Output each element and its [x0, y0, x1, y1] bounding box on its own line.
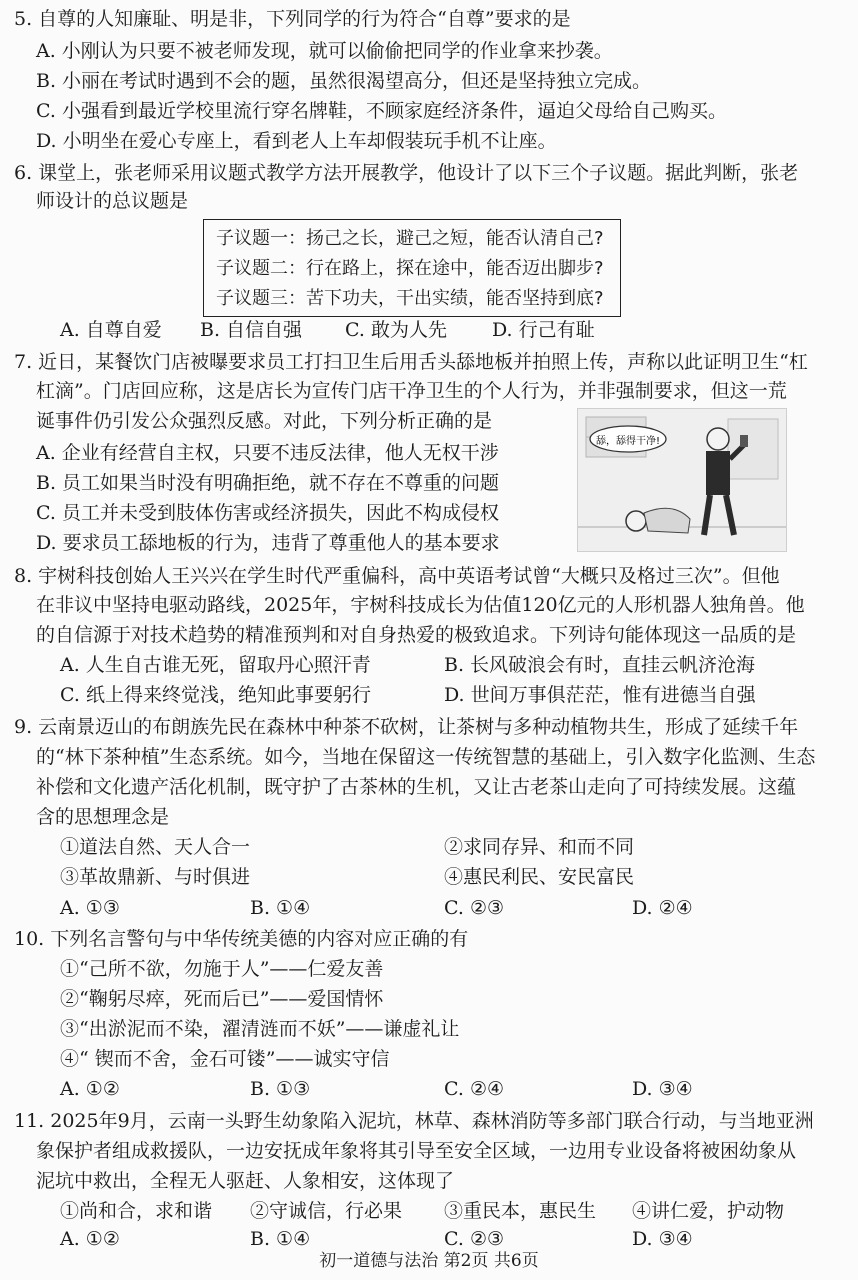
q10-stem: 10. 下列名言警句与中华传统美德的内容对应正确的有 [14, 928, 469, 950]
q6-sub-topic-3: 子议题三：苦下功夫，干出实绩，能否坚持到底? [216, 288, 604, 309]
q8-option-c: C. 纸上得来终觉浅，绝知此事要躬行 [60, 684, 371, 706]
q11-option-b: B. ①④ [250, 1228, 311, 1250]
q6-sub-topic-2: 子议题二：行在路上，探在途中，能否迈出脚步? [216, 258, 604, 279]
q10-item-4: ④“ 锲而不舍，金石可镂”——诚实守信 [60, 1048, 390, 1070]
q11-option-d: D. ③④ [632, 1228, 693, 1250]
q9-stem-line-1: 9. 云南景迈山的布朗族先民在森林中种茶不砍树，让茶树与多种动植物共生，形成了延续千年 [14, 716, 799, 738]
q6-sub-topics-box [203, 219, 621, 317]
q11-option-c: C. ②③ [444, 1228, 505, 1250]
q8-option-b: B. 长风破浪会有时，直挂云帆济沧海 [444, 654, 756, 676]
q10-option-a: A. ①② [60, 1078, 120, 1100]
q8-option-d: D. 世间万事俱茫茫，惟有进德当自强 [444, 684, 756, 706]
q5-option-a: A. 小刚认为只要不被老师发现，就可以偷偷把同学的作业拿来抄袭。 [36, 40, 613, 62]
q5-option-d: D. 小明坐在爱心专座上，看到老人上车却假装玩手机不让座。 [36, 130, 557, 152]
q6-option-d: D. 行己有耻 [492, 319, 595, 341]
q11-item-3: ③重民本，惠民生 [444, 1200, 597, 1222]
q6-sub-topic-1: 子议题一：扬己之长，避己之短，能否认清自己? [216, 228, 604, 249]
q9-stem-line-3: 补偿和文化遗产活化机制，既守护了古茶林的生机，又让古老茶山走向了可持续发展。这蕴 [36, 776, 797, 798]
q7-option-d: D. 要求员工舔地板的行为，违背了尊重他人的基本要求 [36, 532, 500, 554]
q7-option-c: C. 员工并未受到肢体伤害或经济损失，因此不构成侵权 [36, 502, 499, 524]
q9-item-3: ③革故鼎新、与时俱进 [60, 866, 251, 888]
q7-stem-line-1: 7. 近日，某餐饮门店被曝要求员工打扫卫生后用舌头舔地板并拍照上传，声称以此证明卫生“杠 [14, 351, 808, 373]
q10-option-d: D. ③④ [632, 1078, 693, 1100]
q11-stem-line-3: 泥坑中救出，全程无人驱赶、人象相安，这体现了 [36, 1170, 455, 1192]
q5-stem: 5. 自尊的人知廉耻、明是非，下列同学的行为符合“自尊”要求的是 [14, 8, 571, 30]
q9-item-2: ②求同存异、和而不同 [444, 836, 635, 858]
q8-stem-line-3: 的自信源于对技术趋势的精准预判和对自身热爱的极致追求。下列诗句能体现这一品质的是 [36, 624, 797, 646]
q11-option-a: A. ①② [60, 1228, 120, 1250]
cartoon-drawing [578, 409, 786, 551]
q6-option-c: C. 敢为人先 [345, 319, 447, 341]
q7-option-a: A. 企业有经营自主权，只要不违反法律，他人无权干涉 [36, 442, 499, 464]
q9-stem-line-2: 的“林下茶种植”生态系统。如今，当地在保留这一传统智慧的基础上，引入数字化监测、生态 [36, 746, 816, 768]
q11-stem-line-2: 象保护者组成救援队，一边安抚成年象将其引导至安全区域，一边用专业设备将被困幼象从 [36, 1140, 797, 1162]
q9-stem-line-4: 含的思想理念是 [36, 806, 170, 828]
q9-option-c: C. ②③ [444, 897, 505, 919]
q6-option-b: B. 自信自强 [200, 319, 303, 341]
q8-stem-line-2: 在非议中坚持电驱动路线，2025年，宇树科技成长为估值120亿元的人形机器人独角兽。他 [36, 594, 805, 616]
q9-item-4: ④惠民利民、安民富民 [444, 866, 635, 888]
q11-stem-line-1: 11. 2025年9月，云南一头野生幼象陷入泥坑，林草、森林消防等多部门联合行动，与当地亚洲 [14, 1110, 814, 1132]
q10-item-2: ②“鞠躬尽瘁，死而后已”——爱国情怀 [60, 988, 384, 1010]
q10-item-3: ③“出淤泥而不染，濯清涟而不妖”——谦虚礼让 [60, 1018, 460, 1040]
q9-item-1: ①道法自然、天人合一 [60, 836, 251, 858]
q7-stem-line-2: 杠滴”。门店回应称，这是店长为宣传门店干净卫生的个人行为，并非强制要求，但这一荒 [36, 380, 787, 402]
q5-option-b: B. 小丽在考试时遇到不会的题，虽然很渴望高分，但还是坚持独立完成。 [36, 70, 652, 92]
q6-option-a: A. 自尊自爱 [60, 319, 162, 341]
q10-item-1: ①“己所不欲，勿施于人”——仁爱友善 [60, 958, 384, 980]
q8-stem-line-1: 8. 宇树科技创始人王兴兴在学生时代严重偏科，高中英语考试曾“大概只及格过三次”。但他 [14, 565, 780, 587]
q6-stem-line-2: 师设计的总议题是 [36, 190, 189, 212]
q11-item-2: ②守诚信，行必果 [250, 1200, 403, 1222]
q7-cartoon-illustration [577, 408, 787, 552]
q9-option-d: D. ②④ [632, 897, 693, 919]
cartoon-speech-bubble: 舔，舔得干净! [595, 436, 661, 447]
q7-option-b: B. 员工如果当时没有明确拒绝，就不存在不尊重的问题 [36, 472, 500, 494]
q8-option-a: A. 人生自古谁无死，留取丹心照汗青 [60, 654, 371, 676]
q10-option-c: C. ②④ [444, 1078, 505, 1100]
page-footer: 初一道德与法治 第2页 共6页 [319, 1251, 539, 1271]
q9-option-a: A. ①③ [60, 897, 120, 919]
q7-stem-line-3: 诞事件仍引发公众强烈反感。对此，下列分析正确的是 [36, 410, 493, 432]
q10-option-b: B. ①③ [250, 1078, 311, 1100]
q6-stem-line-1: 6. 课堂上，张老师采用议题式教学方法开展教学，他设计了以下三个子议题。据此判断，张老 [14, 162, 799, 184]
q5-option-c: C. 小强看到最近学校里流行穿名牌鞋，不顾家庭经济条件，逼迫父母给自己购买。 [36, 100, 727, 122]
q9-option-b: B. ①④ [250, 897, 311, 919]
q11-item-1: ①尚和合，求和谐 [60, 1200, 213, 1222]
q11-item-4: ④讲仁爱，护动物 [632, 1200, 785, 1222]
